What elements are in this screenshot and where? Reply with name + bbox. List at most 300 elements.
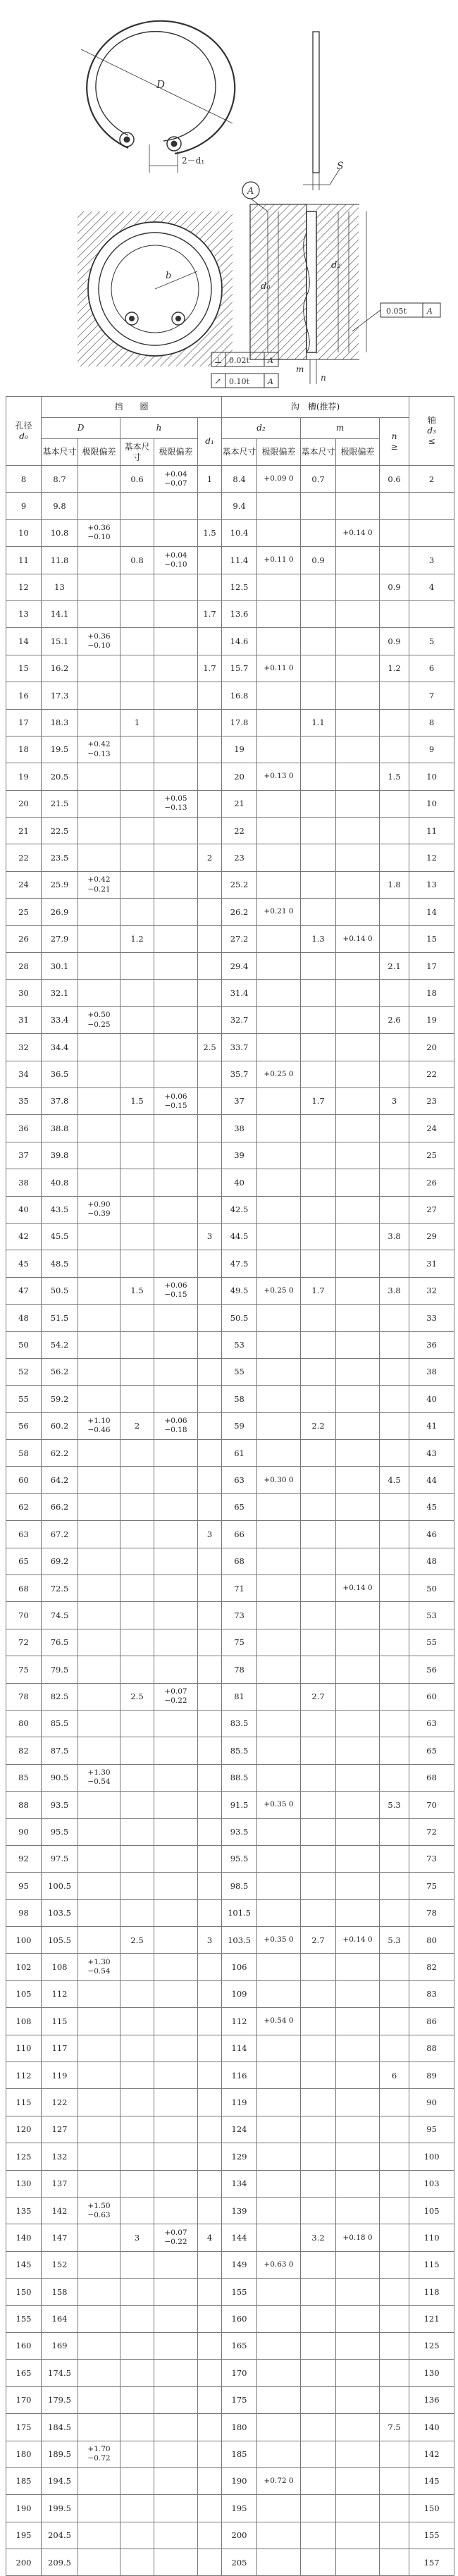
table-row bbox=[6, 466, 454, 493]
table-cell bbox=[78, 1980, 120, 2007]
table-cell: 3 bbox=[120, 2224, 154, 2251]
label-datum-A: A bbox=[247, 186, 254, 197]
table-row bbox=[6, 1331, 454, 1358]
table-cell bbox=[380, 2305, 409, 2332]
table-cell: 132 bbox=[42, 2143, 78, 2170]
table-row bbox=[6, 519, 454, 546]
table-cell bbox=[154, 1710, 198, 1737]
table-cell bbox=[301, 2116, 336, 2143]
table-cell bbox=[154, 2279, 198, 2305]
table-cell: 137 bbox=[42, 2170, 78, 2197]
table-cell bbox=[154, 1629, 198, 1656]
table-cell: 37 bbox=[222, 1087, 257, 1114]
table-cell bbox=[380, 1575, 409, 1602]
ring-side-view bbox=[303, 32, 344, 190]
table-cell bbox=[257, 2305, 301, 2332]
table-cell: 50.5 bbox=[42, 1277, 78, 1304]
table-cell bbox=[336, 655, 380, 682]
table-cell: 205 bbox=[222, 2549, 257, 2576]
table-cell: 0.8 bbox=[120, 547, 154, 574]
table-cell bbox=[380, 1358, 409, 1385]
table-cell bbox=[336, 1412, 380, 1439]
table-cell bbox=[336, 736, 380, 763]
table-cell: 75 bbox=[222, 1629, 257, 1656]
table-cell bbox=[380, 547, 409, 574]
runout-tolerance: 0.10t bbox=[229, 377, 249, 386]
table-cell bbox=[120, 2062, 154, 2089]
table-cell bbox=[380, 2522, 409, 2549]
table-cell: 74.5 bbox=[42, 1602, 78, 1629]
table-cell: 11.4 bbox=[222, 547, 257, 574]
table-cell bbox=[301, 1358, 336, 1385]
table-cell bbox=[257, 2549, 301, 2576]
table-cell bbox=[257, 2224, 301, 2251]
table-cell bbox=[336, 1142, 380, 1169]
table-cell bbox=[257, 1196, 301, 1223]
table-cell: 21 bbox=[222, 790, 257, 817]
section-view bbox=[242, 182, 440, 384]
table-cell bbox=[336, 600, 380, 627]
table-cell: 6 bbox=[409, 655, 454, 682]
table-cell bbox=[336, 1954, 380, 1980]
table-cell bbox=[198, 2332, 222, 2359]
table-cell: 68 bbox=[6, 1575, 42, 1602]
table-row bbox=[6, 1115, 454, 1142]
table-cell: 95.5 bbox=[222, 1845, 257, 1872]
table-row bbox=[6, 1818, 454, 1845]
table-cell bbox=[198, 2467, 222, 2494]
table-cell bbox=[301, 2332, 336, 2359]
table-cell: 11 bbox=[6, 547, 42, 574]
table-cell bbox=[336, 2062, 380, 2089]
table-cell bbox=[380, 1305, 409, 1331]
table-cell: 16.2 bbox=[42, 655, 78, 682]
tolerance-frames bbox=[211, 352, 278, 388]
table-cell bbox=[336, 818, 380, 844]
table-cell: 39.8 bbox=[42, 1142, 78, 1169]
table-row bbox=[6, 2089, 454, 2116]
table-cell bbox=[78, 899, 120, 925]
table-cell bbox=[120, 1305, 154, 1331]
table-cell bbox=[154, 682, 198, 709]
table-cell: 12 bbox=[6, 574, 42, 600]
table-cell bbox=[301, 2549, 336, 2576]
table-cell bbox=[120, 2467, 154, 2494]
table-row bbox=[6, 655, 454, 682]
table-cell: 147 bbox=[42, 2224, 78, 2251]
table-cell: 65 bbox=[222, 1493, 257, 1520]
table-cell: 1.5 bbox=[120, 1277, 154, 1304]
table-cell bbox=[257, 1250, 301, 1277]
table-cell: 116 bbox=[222, 2062, 257, 2089]
table-cell: 120 bbox=[6, 2116, 42, 2143]
table-cell: 21.5 bbox=[42, 790, 78, 817]
table-cell bbox=[380, 1521, 409, 1548]
table-cell: +0.90 −0.39 bbox=[78, 1196, 120, 1223]
table-cell bbox=[120, 2305, 154, 2332]
table-cell bbox=[336, 1115, 380, 1142]
table-cell bbox=[257, 1386, 301, 1412]
table-row bbox=[6, 818, 454, 844]
table-cell bbox=[301, 2386, 336, 2413]
table-cell: 18 bbox=[6, 736, 42, 763]
table-cell bbox=[336, 1223, 380, 1250]
table-cell bbox=[257, 2332, 301, 2359]
table-cell bbox=[78, 2116, 120, 2143]
table-cell: 48 bbox=[6, 1305, 42, 1331]
table-cell bbox=[257, 493, 301, 519]
table-cell bbox=[380, 2467, 409, 2494]
table-cell bbox=[380, 1954, 409, 1980]
table-row bbox=[6, 1899, 454, 1926]
table-cell: 150 bbox=[6, 2279, 42, 2305]
table-cell: 1.5 bbox=[198, 519, 222, 546]
table-cell bbox=[154, 2386, 198, 2413]
table-cell bbox=[154, 2441, 198, 2467]
table-cell: 1.7 bbox=[301, 1277, 336, 1304]
table-cell bbox=[380, 1980, 409, 2007]
table-cell bbox=[198, 1683, 222, 1710]
table-cell: 3 bbox=[198, 1223, 222, 1250]
label-m: m bbox=[296, 364, 304, 374]
table-cell bbox=[380, 1034, 409, 1061]
table-cell: 19 bbox=[409, 1006, 454, 1033]
table-cell bbox=[154, 2332, 198, 2359]
table-cell bbox=[78, 2332, 120, 2359]
table-cell bbox=[301, 1169, 336, 1196]
table-cell: 139 bbox=[222, 2198, 257, 2224]
table-cell bbox=[301, 1467, 336, 1493]
table-cell bbox=[154, 1899, 198, 1926]
table-cell: 5.3 bbox=[380, 1792, 409, 1818]
table-cell bbox=[380, 1061, 409, 1087]
header-n: n ≥ bbox=[380, 418, 409, 466]
table-cell: 165 bbox=[222, 2332, 257, 2359]
table-cell bbox=[198, 2035, 222, 2062]
flatness-tolerance: 0.05t bbox=[386, 307, 407, 316]
table-cell: 155 bbox=[222, 2279, 257, 2305]
table-cell bbox=[336, 2522, 380, 2549]
table-cell: +0.63 0 bbox=[257, 2251, 301, 2278]
table-cell bbox=[154, 1196, 198, 1223]
label-d2: d₂ bbox=[331, 260, 341, 271]
table-cell bbox=[380, 1386, 409, 1412]
table-cell: 124 bbox=[222, 2116, 257, 2143]
table-cell bbox=[257, 1548, 301, 1574]
table-cell bbox=[336, 871, 380, 898]
table-cell bbox=[154, 1954, 198, 1980]
table-cell bbox=[336, 2495, 380, 2522]
table-cell bbox=[78, 1710, 120, 1737]
table-row bbox=[6, 493, 454, 519]
table-cell bbox=[257, 1954, 301, 1980]
table-row bbox=[6, 2305, 454, 2332]
table-cell: 58 bbox=[222, 1386, 257, 1412]
table-cell: 38 bbox=[222, 1115, 257, 1142]
table-cell bbox=[257, 600, 301, 627]
table-cell bbox=[301, 2305, 336, 2332]
table-row bbox=[6, 1845, 454, 1872]
table-cell bbox=[336, 1006, 380, 1033]
table-cell bbox=[336, 682, 380, 709]
table-cell: 90.5 bbox=[42, 1764, 78, 1791]
table-cell: 66 bbox=[222, 1521, 257, 1548]
table-row bbox=[6, 2495, 454, 2522]
table-cell: 58 bbox=[6, 1440, 42, 1467]
table-cell: 2 bbox=[198, 844, 222, 871]
table-cell: 3.2 bbox=[301, 2224, 336, 2251]
table-cell bbox=[154, 655, 198, 682]
table-cell bbox=[301, 1142, 336, 1169]
table-cell: 92 bbox=[6, 1845, 42, 1872]
table-cell bbox=[301, 1602, 336, 1629]
table-cell bbox=[120, 2116, 154, 2143]
table-cell bbox=[198, 1602, 222, 1629]
table-row bbox=[6, 1656, 454, 1683]
table-cell bbox=[380, 2549, 409, 2576]
table-cell bbox=[336, 2360, 380, 2386]
table-cell: 144 bbox=[222, 2224, 257, 2251]
table-cell: 23.5 bbox=[42, 844, 78, 871]
table-cell bbox=[380, 682, 409, 709]
table-cell bbox=[301, 1737, 336, 1764]
table-cell: 9.4 bbox=[222, 493, 257, 519]
table-cell: 75 bbox=[409, 1873, 454, 1899]
table-cell bbox=[257, 1087, 301, 1114]
table-cell bbox=[301, 2035, 336, 2062]
table-cell: +1.30 −0.54 bbox=[78, 1764, 120, 1791]
table-cell: 15 bbox=[6, 655, 42, 682]
table-cell bbox=[78, 1656, 120, 1683]
table-cell: 19.5 bbox=[42, 736, 78, 763]
table-row bbox=[6, 1142, 454, 1169]
table-cell: 55 bbox=[222, 1358, 257, 1385]
table-cell bbox=[78, 1169, 120, 1196]
table-cell: 51.5 bbox=[42, 1305, 78, 1331]
table-cell: 9.8 bbox=[42, 493, 78, 519]
table-cell bbox=[380, 2251, 409, 2278]
table-cell bbox=[301, 2522, 336, 2549]
table-cell bbox=[154, 2549, 198, 2576]
header-d2: d₂ bbox=[222, 418, 301, 439]
table-cell: +0.36 −0.10 bbox=[78, 628, 120, 655]
table-row bbox=[6, 2198, 454, 2224]
table-cell: 60 bbox=[6, 1467, 42, 1493]
table-row bbox=[6, 2143, 454, 2170]
table-cell bbox=[301, 736, 336, 763]
table-cell bbox=[257, 1656, 301, 1683]
table-cell: 130 bbox=[409, 2360, 454, 2386]
header-tol: 极限偏差 bbox=[257, 439, 301, 466]
table-cell: 7 bbox=[409, 682, 454, 709]
table-cell bbox=[257, 1006, 301, 1033]
table-cell bbox=[301, 790, 336, 817]
table-cell bbox=[257, 2279, 301, 2305]
table-cell bbox=[198, 1467, 222, 1493]
table-cell bbox=[380, 1873, 409, 1899]
table-cell bbox=[78, 1386, 120, 1412]
table-cell bbox=[78, 1250, 120, 1277]
table-cell: 15.7 bbox=[222, 655, 257, 682]
table-cell: 31 bbox=[6, 1006, 42, 1033]
table-cell bbox=[154, 2008, 198, 2035]
table-cell: 85.5 bbox=[42, 1710, 78, 1737]
table-cell bbox=[336, 1493, 380, 1520]
table-cell bbox=[78, 1683, 120, 1710]
table-cell bbox=[198, 1845, 222, 1872]
table-cell bbox=[154, 871, 198, 898]
table-cell: 46 bbox=[409, 1521, 454, 1548]
table-cell bbox=[198, 1873, 222, 1899]
runout-datum: A bbox=[268, 377, 273, 386]
table-cell bbox=[198, 1656, 222, 1683]
table-cell bbox=[78, 574, 120, 600]
header-m: m bbox=[301, 418, 380, 439]
table-row bbox=[6, 2116, 454, 2143]
table-cell bbox=[257, 1223, 301, 1250]
table-row bbox=[6, 2224, 454, 2251]
table-cell: 8 bbox=[6, 466, 42, 493]
table-cell: 110 bbox=[6, 2035, 42, 2062]
table-cell: 95 bbox=[409, 2116, 454, 2143]
table-cell: +0.05 −0.13 bbox=[154, 790, 198, 817]
table-cell: 26 bbox=[409, 1169, 454, 1196]
table-cell: 2.5 bbox=[120, 1927, 154, 1954]
table-cell: 88.5 bbox=[222, 1764, 257, 1791]
table-cell bbox=[120, 1575, 154, 1602]
table-cell: 56 bbox=[6, 1412, 42, 1439]
table-cell bbox=[257, 871, 301, 898]
table-cell: 119 bbox=[222, 2089, 257, 2116]
table-cell bbox=[198, 2279, 222, 2305]
table-cell: 24 bbox=[409, 1115, 454, 1142]
table-cell: 39 bbox=[222, 1142, 257, 1169]
table-cell: 97.5 bbox=[42, 1845, 78, 1872]
table-cell bbox=[198, 871, 222, 898]
table-cell bbox=[120, 1980, 154, 2007]
table-cell: 117 bbox=[42, 2035, 78, 2062]
table-cell: 134 bbox=[222, 2170, 257, 2197]
table-cell: 82 bbox=[6, 1737, 42, 1764]
table-cell bbox=[257, 2360, 301, 2386]
table-cell bbox=[336, 2116, 380, 2143]
table-cell: 106 bbox=[222, 1954, 257, 1980]
table-cell bbox=[120, 2089, 154, 2116]
table-cell: 13 bbox=[6, 600, 42, 627]
table-cell: 22 bbox=[6, 844, 42, 871]
table-cell bbox=[380, 1115, 409, 1142]
table-cell bbox=[154, 1358, 198, 1385]
table-cell bbox=[198, 682, 222, 709]
table-cell bbox=[198, 2008, 222, 2035]
table-cell bbox=[78, 2008, 120, 2035]
table-cell: 44.5 bbox=[222, 1223, 257, 1250]
table-cell: 47 bbox=[6, 1277, 42, 1304]
table-cell bbox=[198, 2522, 222, 2549]
table-cell: 0.9 bbox=[380, 574, 409, 600]
table-cell: 22 bbox=[222, 818, 257, 844]
table-cell bbox=[78, 2170, 120, 2197]
table-cell bbox=[380, 980, 409, 1006]
table-cell: 127 bbox=[42, 2116, 78, 2143]
table-cell: 52 bbox=[6, 1358, 42, 1385]
table-cell bbox=[120, 1873, 154, 1899]
table-cell bbox=[301, 1223, 336, 1250]
table-cell: 103.5 bbox=[42, 1899, 78, 1926]
table-cell: 115 bbox=[6, 2089, 42, 2116]
table-row bbox=[6, 1629, 454, 1656]
table-cell bbox=[336, 1087, 380, 1114]
table-cell bbox=[154, 1575, 198, 1602]
table-row bbox=[6, 2251, 454, 2278]
table-cell: 125 bbox=[6, 2143, 42, 2170]
table-cell bbox=[257, 1873, 301, 1899]
table-cell: 174.5 bbox=[42, 2360, 78, 2386]
table-cell: 43.5 bbox=[42, 1196, 78, 1223]
table-cell: 90 bbox=[409, 2089, 454, 2116]
table-cell bbox=[380, 790, 409, 817]
table-cell: 136 bbox=[409, 2386, 454, 2413]
table-row bbox=[6, 736, 454, 763]
table-cell bbox=[78, 2495, 120, 2522]
table-cell bbox=[120, 1493, 154, 1520]
table-cell bbox=[257, 574, 301, 600]
table-cell bbox=[380, 1899, 409, 1926]
table-cell: 91.5 bbox=[222, 1792, 257, 1818]
table-cell bbox=[301, 953, 336, 980]
table-cell bbox=[78, 1629, 120, 1656]
table-cell: 18.3 bbox=[42, 709, 78, 736]
table-cell bbox=[198, 2170, 222, 2197]
table-cell bbox=[336, 1845, 380, 1872]
table-cell: 18 bbox=[409, 980, 454, 1006]
table-cell bbox=[301, 1845, 336, 1872]
table-cell: 63 bbox=[409, 1710, 454, 1737]
table-cell: +0.36 −0.10 bbox=[78, 519, 120, 546]
table-cell: 185 bbox=[222, 2441, 257, 2467]
table-row bbox=[6, 2008, 454, 2035]
table-cell: 2.7 bbox=[301, 1683, 336, 1710]
table-cell: 170 bbox=[6, 2386, 42, 2413]
table-row bbox=[6, 1412, 454, 1439]
table-row bbox=[6, 547, 454, 574]
table-row bbox=[6, 1873, 454, 1899]
table-cell bbox=[301, 2279, 336, 2305]
table-cell bbox=[257, 1818, 301, 1845]
table-cell bbox=[154, 2116, 198, 2143]
table-cell: 65 bbox=[6, 1548, 42, 1574]
table-cell bbox=[380, 1764, 409, 1791]
table-cell bbox=[120, 2143, 154, 2170]
table-cell: 118 bbox=[409, 2279, 454, 2305]
table-cell: 62.2 bbox=[42, 1440, 78, 1467]
table-cell bbox=[120, 2495, 154, 2522]
table-cell bbox=[198, 1980, 222, 2007]
table-cell bbox=[301, 493, 336, 519]
table-cell bbox=[301, 1873, 336, 1899]
table-cell bbox=[380, 600, 409, 627]
table-cell: 62 bbox=[6, 1493, 42, 1520]
table-cell bbox=[257, 1899, 301, 1926]
table-row bbox=[6, 844, 454, 871]
table-cell bbox=[301, 2008, 336, 2035]
table-cell bbox=[198, 2116, 222, 2143]
table-cell: +0.14 0 bbox=[336, 925, 380, 952]
table-cell: 112 bbox=[222, 2008, 257, 2035]
table-cell: 59.2 bbox=[42, 1386, 78, 1412]
header-basic: 基本尺寸 bbox=[222, 439, 257, 466]
table-cell bbox=[336, 1656, 380, 1683]
